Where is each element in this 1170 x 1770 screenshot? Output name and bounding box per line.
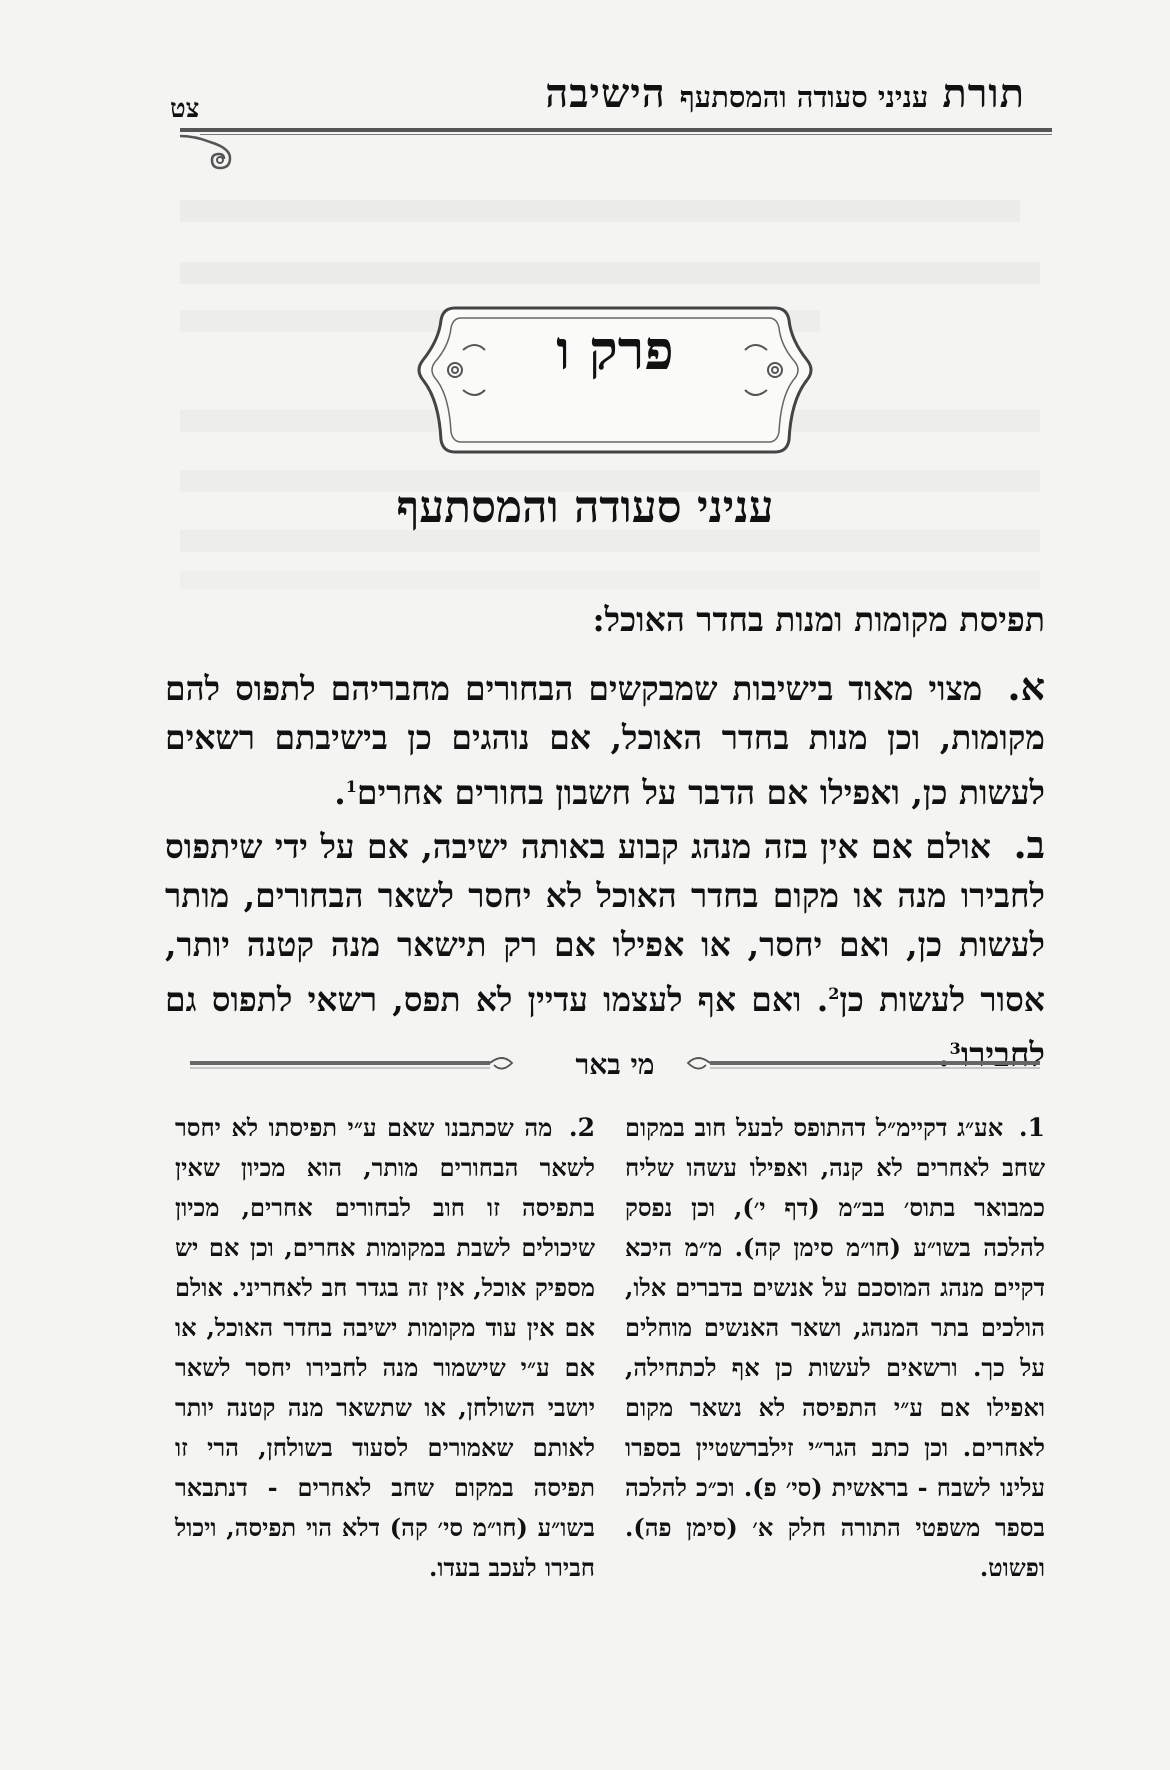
paragraph-text: אולם אם אין בזה מנהג קבוע באותה ישיבה, אם על ידי שיתפוס לחבירו מנה או מקום בחדר האוכל לא יחסר לשאר הבחורים, מותר לעשות כן, ואם יחסר, או אפילו אם רק תישאר מנה קטנה יותר, אסור לעשות כן xyxy=(165,827,1045,1019)
paragraph-text-2: . ואם אף לעצמו עדיין לא תפס, רשאי לתפוס גם לחבירו xyxy=(165,980,1045,1074)
header-rule xyxy=(180,128,1052,132)
footnotes-label: מי באר xyxy=(575,1048,655,1081)
paragraph-a xyxy=(165,662,1045,817)
paragraph-text: מצוי מאוד בישיבות שמבקשים הבחורים מחבריהם לתפוס להם מקומות, וכן מנות בחדר האוכל, אם נוהגים כן בישיבתם רשאים לעשות כן, ואפילו אם הדבר על חשבון בחורים אחרים xyxy=(165,669,1045,812)
footnote-text: מה שכתבנו שאם ע״י תפיסתו לא יחסר לשאר הבחורים מותר, הוא מכיון שאין בתפיסה זו חוב לבחורים אחרים, מכיון שיכולים לשבת במקומות אחרים, וכן אם יש מספיק אוכל, אין זה בגדר חב לאחריני. אולם אם אין עוד מקומות ישיבה בחדר האוכל, או אם ע״י שישמור מנה לחבירו יחסר לשאר יושבי השולחן, או שתשאר מנה קטנה יותר לאותם שאמורים לסעוד בשולחן, הרי זו תפיסה במקום שחב לאחרים - דנתבאר בשו״ע (חו״מ סי׳ קה) דלא הוי תפיסה, ויכול חבירו לעכב בעדו. xyxy=(175,1113,595,1582)
footnote-text: אע״ג דקיימ״ל דהתופס לבעל חוב במקום שחב לאחרים לא קנה, ואפילו עשהו שליח כמבואר בתוס׳ בב״מ (דף י׳), וכן נפסק להלכה בשו״ע (חו״מ סימן קה). מ״מ היכא דקיים מנהג המוסכם על אנשים בדברים אלו, הולכים בתר המנהג, ושאר האנשים מוחלים על כך. ורשאים לעשות כן אף לכתחילה, ואפילו אם ע״י התפיסה לא נשאר מקום לאחרים. וכן כתב הגר״י זילברשטיין בספרו עלינו לשבח - בראשית (סי׳ פ). וכ״כ להלכה בספר משפטי התורה חלק א׳ (סימן פה). ופשוט. xyxy=(625,1113,1045,1582)
paragraph-end: . xyxy=(334,773,346,812)
paragraph-b xyxy=(165,820,1045,1079)
footnote-number: 1. xyxy=(1018,1113,1045,1142)
header-subtitle: עניני סעודה והמסתעף xyxy=(679,80,929,114)
chapter-title: פרק ו xyxy=(556,318,674,382)
footnote-2 xyxy=(175,1108,595,1588)
footnote-ref[interactable]: 2 xyxy=(828,984,840,1003)
header-rule-thin xyxy=(200,134,1052,135)
page-number: צט xyxy=(170,94,200,124)
running-header xyxy=(545,70,1025,117)
header-ornament-icon xyxy=(175,134,245,174)
paragraph-letter: ב. xyxy=(1013,822,1045,867)
footnote-ref[interactable]: 1 xyxy=(345,777,357,796)
footnote-1 xyxy=(625,1108,1045,1588)
paragraph-end: . xyxy=(938,1035,950,1074)
section-title: עניני סעודה והמסתעף xyxy=(396,482,774,533)
header-book-name-2: הישיבה xyxy=(545,70,666,117)
paragraph-letter: א. xyxy=(1007,664,1045,709)
header-book-name: תורת xyxy=(942,70,1025,117)
footnote-number: 2. xyxy=(568,1113,595,1142)
footnote-ref[interactable]: 3 xyxy=(949,1039,961,1058)
subheading: תפיסת מקומות ומנות בחדר האוכל: xyxy=(592,600,1045,639)
